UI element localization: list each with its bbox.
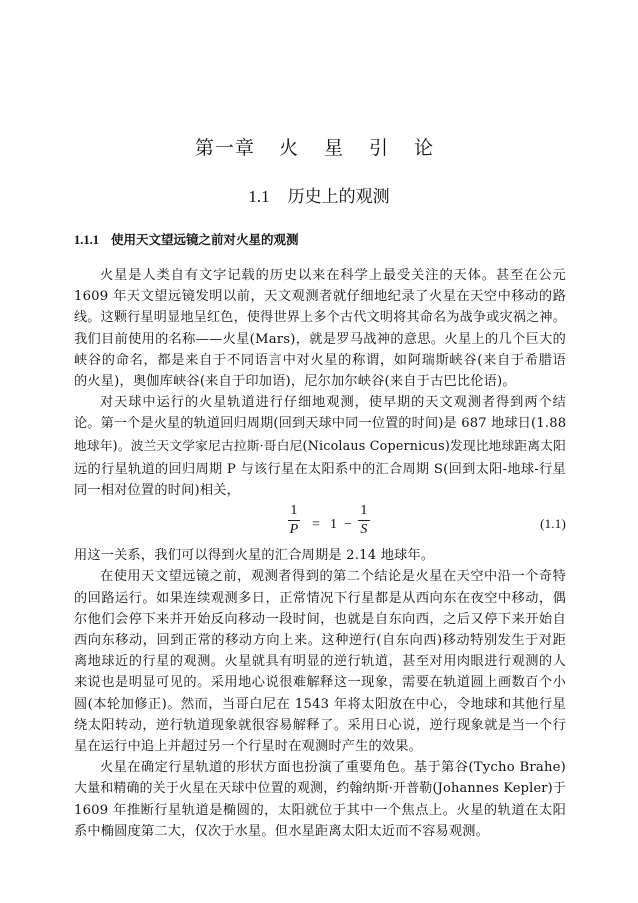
text-line: 线。这颗行星明显地呈红色，使得世界上多个古代文明将其命名为战争或灾祸之神。: [74, 310, 566, 326]
subsection-number: 1.1.1: [74, 233, 99, 247]
text-line: 火星在确定行星轨道的形状方面也扮演了重要角色。基于第谷(Tycho Brahe): [100, 760, 566, 776]
text-line: 星在运行中追上并超过另一个行星时在观测时产生的效果。: [74, 739, 423, 755]
text-line: 系中椭圆度第二大，仅次于水星。但水星距离太阳太近而不容易观测。: [74, 823, 490, 839]
paragraph-1: [74, 265, 566, 392]
text-line: 火星是人类自有文字记载的历史以来在科学上最受关注的天体。甚至在公元: [100, 268, 566, 283]
section-name: 历史上的观测: [287, 187, 390, 207]
text-line: 的火星)，奥伽库峡谷(来自于印加语)，尼尔加尔峡谷(来自于古巴比伦语)。: [74, 374, 516, 390]
fraction-1-over-p: [288, 503, 300, 538]
text-line: 西向东移动，回到正常的移动方向上来。这种逆行(自东向西)移动特别发生于对距: [74, 633, 566, 649]
equation-number: (1.1): [540, 516, 566, 532]
text-line: 圆(本轮加修正)。然而，当哥白尼在 1543 年将太阳放在中心，令地球和其他行星: [74, 696, 566, 712]
text-line: 论。第一个是火星的轨道回归周期(回到天球中同一位置的时间)是 687 地球日(1.88: [74, 416, 566, 432]
fraction-bar: [358, 520, 370, 521]
text-line: 峡谷的命名，都是来自于不同语言中对火星的称谓，如阿瑞斯峡谷(来自于希腊语: [74, 352, 566, 368]
subsection-name: 使用天文望远镜之前对火星的观测: [111, 232, 299, 247]
text-line: 1609 年推断行星轨道是椭圆的，太阳就位于其中一个焦点上。火星的轨道在太阳: [74, 802, 566, 818]
text-line: 在使用天文望远镜之前，观测者得到的第二个结论是火星在天空中沿一个奇特: [100, 569, 566, 585]
denominator: P: [289, 522, 299, 538]
chapter-title: [0, 133, 638, 160]
text-line: 对天球中运行的火星轨道进行仔细地观测，使早期的天文观测者得到两个结: [100, 395, 566, 411]
text-line: 地球年)。波兰天文学家尼古拉斯·哥白尼(Nicolaus Copernicus)发现比地球距离太阳: [74, 437, 566, 453]
constant-one: 1: [330, 517, 338, 533]
paragraph-4: [74, 757, 566, 842]
denominator: S: [360, 522, 368, 538]
equation-1-1: [74, 501, 566, 545]
text-line: 远的行星轨道的回归周期 P 与该行星在太阳系中的汇合周期 S(回到太阳-地球-行星: [74, 461, 566, 477]
text-line: 绕太阳转动，逆行轨道现象就很容易解释了。采用日心说，逆行现象就是当一个行: [74, 717, 566, 733]
paragraph-2: [74, 392, 566, 501]
minus-sign: −: [344, 517, 353, 533]
text-line: 离地球近的行星的观测。火星就具有明显的逆行轨道，甚至对用肉眼进行观测的人: [74, 654, 566, 670]
numerator: 1: [360, 503, 368, 519]
paragraph-3: [74, 566, 566, 757]
section-title: [0, 182, 638, 207]
text-line: 大量和精确的关于火星在天球中位置的观测，约翰纳斯·开普勒(Johannes Kepler)于: [74, 781, 566, 797]
text-line: 的回路运行。如果连续观测多日，正常情况下行星都是从西向东在夜空中移动，偶: [74, 590, 566, 606]
fraction-bar: [288, 520, 300, 521]
text-line: 来说也是明显可见的。采用地心说很难解释这一现象，需要在轨道圆上画数百个小: [74, 675, 566, 691]
fraction-1-over-s: [358, 503, 370, 538]
section-number: 1.1: [248, 187, 270, 206]
text-line: 1609 年天文望远镜发明以前，天文观测者就仔细地纪录了火星在天空中移动的路: [74, 289, 566, 305]
chapter-name: 火 星 引 论: [278, 137, 444, 159]
numerator: 1: [290, 503, 298, 519]
text-line: 尔他们会停下来并开始反向移动一段时间，也就是自东向西，之后又停下来开始自: [74, 611, 566, 627]
text-line: 同一相对位置的时间)相关，: [74, 483, 240, 499]
text-line: 用这一关系，我们可以得到火星的汇合周期是 2.14 地球年。: [74, 548, 435, 564]
subsection-title: [74, 230, 299, 248]
chapter-prefix: 第一章: [194, 137, 255, 159]
body-text-top: [74, 265, 566, 842]
text-line: 我们目前使用的名称——火星(Mars)，就是罗马战神的意思。火星上的几个巨大的: [74, 331, 566, 347]
equals-sign: =: [312, 517, 321, 533]
